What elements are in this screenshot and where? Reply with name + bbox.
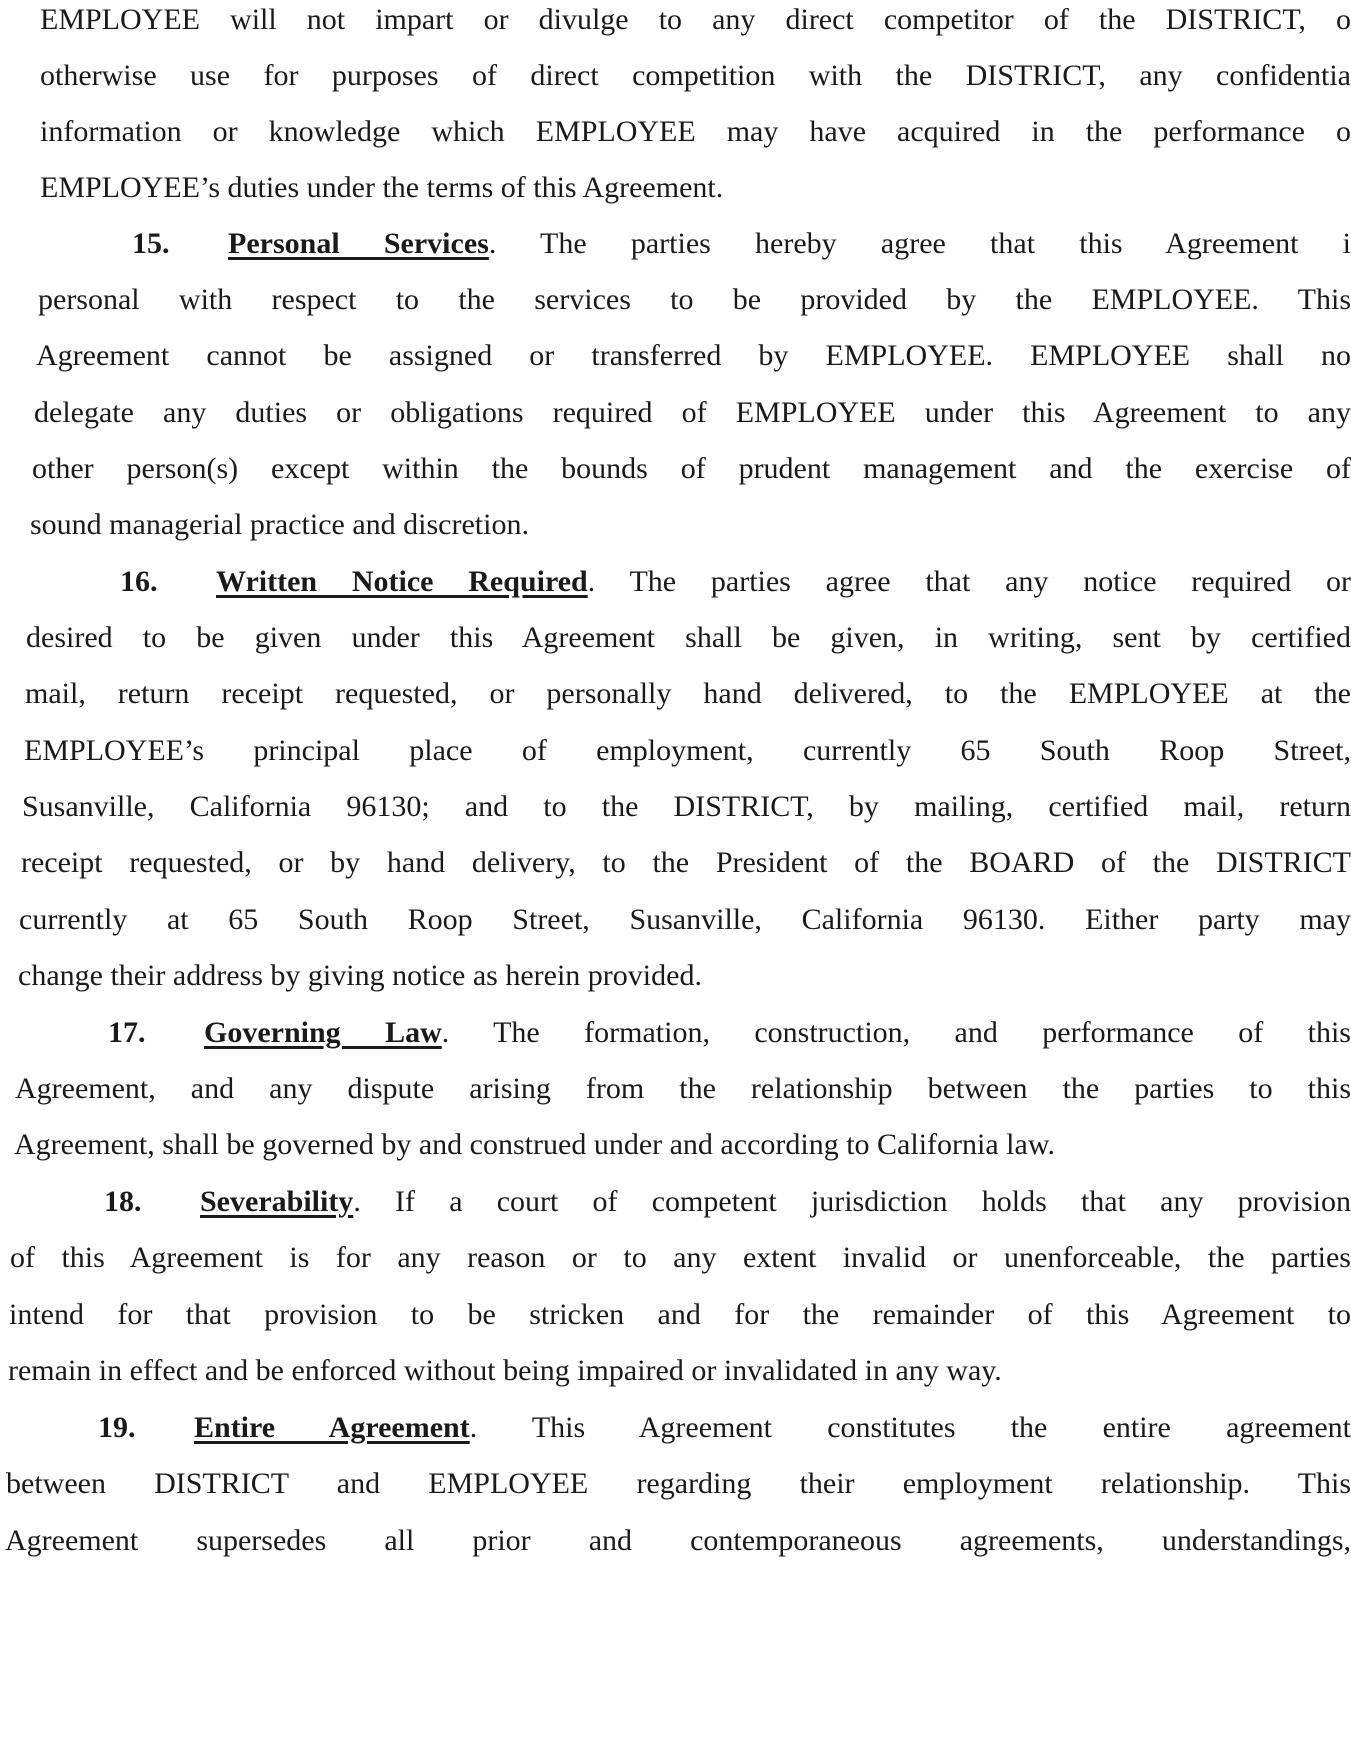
body-line: Agreement, shall be governed by and construed under and according to California law. xyxy=(14,1128,1056,1161)
body-line: change their address by giving notice as herein provided. xyxy=(18,959,702,992)
section-lead-text: . This Agreement constitutes the entire agreement xyxy=(469,1411,1351,1444)
section-15-first-line xyxy=(132,226,1351,262)
body-line: personal with respect to the services to be provided by the EMPLOYEE. This xyxy=(38,283,1351,316)
body-line: delegate any duties or obligations required of EMPLOYEE under this Agreement to any xyxy=(34,396,1351,429)
body-line: of this Agreement is for any reason or to any extent invalid or unenforceable, the parties xyxy=(10,1241,1351,1274)
body-line: otherwise use for purposes of direct competition with the DISTRICT, any confidentia xyxy=(40,59,1351,92)
section-16-first-line xyxy=(120,564,1351,600)
body-line: desired to be given under this Agreement shall be given, in writing, sent by certified xyxy=(26,621,1351,654)
section-number: 17. xyxy=(108,1016,146,1049)
body-line: Susanville, California 96130; and to the DISTRICT, by mailing, certified mail, return xyxy=(22,790,1351,823)
body-line: Agreement supersedes all prior and contemporaneous agreements, understandings, xyxy=(5,1524,1351,1557)
section-lead-text: . If a court of competent jurisdiction holds that any provision xyxy=(353,1185,1351,1218)
section-17-first-line xyxy=(108,1015,1351,1051)
body-line: between DISTRICT and EMPLOYEE regarding their employment relationship. This xyxy=(6,1467,1351,1500)
section-heading: Severability xyxy=(200,1185,354,1218)
section-lead-text: . The parties agree that any notice required or xyxy=(587,565,1351,598)
body-line: currently at 65 South Roop Street, Susanville, California 96130. Either party may xyxy=(19,903,1351,936)
section-heading: Governing Law xyxy=(204,1016,442,1049)
section-number: 16. xyxy=(120,565,158,598)
section-lead-text: . The parties hereby agree that this Agreement i xyxy=(488,227,1351,260)
section-heading: Personal Services xyxy=(228,227,489,260)
section-number: 19. xyxy=(98,1411,136,1444)
body-line: mail, return receipt requested, or personally hand delivered, to the EMPLOYEE at the xyxy=(25,677,1351,710)
body-line: EMPLOYEE’s principal place of employment, currently 65 South Roop Street, xyxy=(24,734,1351,767)
body-line: intend for that provision to be stricken and for the remainder of this Agreement to xyxy=(9,1298,1351,1331)
body-line: information or knowledge which EMPLOYEE may have acquired in the performance o xyxy=(40,115,1351,148)
body-line: EMPLOYEE’s duties under the terms of this Agreement. xyxy=(40,171,724,204)
section-19-first-line xyxy=(98,1410,1351,1446)
body-line: EMPLOYEE will not impart or divulge to any direct competitor of the DISTRICT, o xyxy=(40,3,1351,36)
body-line: receipt requested, or by hand delivery, to the President of the BOARD of the DISTRICT xyxy=(21,846,1351,879)
section-heading: Entire Agreement xyxy=(194,1411,470,1444)
section-heading: Written Notice Required xyxy=(216,565,588,598)
section-lead-text: . The formation, construction, and performance of this xyxy=(441,1016,1351,1049)
body-line: sound managerial practice and discretion. xyxy=(30,508,529,541)
section-18-first-line xyxy=(104,1184,1351,1220)
section-number: 18. xyxy=(104,1185,142,1218)
body-line: remain in effect and be enforced without being impaired or invalidated in any way. xyxy=(8,1354,1002,1387)
body-line: Agreement, and any dispute arising from the relationship between the parties to this xyxy=(15,1072,1351,1105)
section-number: 15. xyxy=(132,227,170,260)
body-line: Agreement cannot be assigned or transferred by EMPLOYEE. EMPLOYEE shall no xyxy=(36,339,1351,372)
body-line: other person(s) except within the bounds of prudent management and the exercise of xyxy=(32,452,1351,485)
